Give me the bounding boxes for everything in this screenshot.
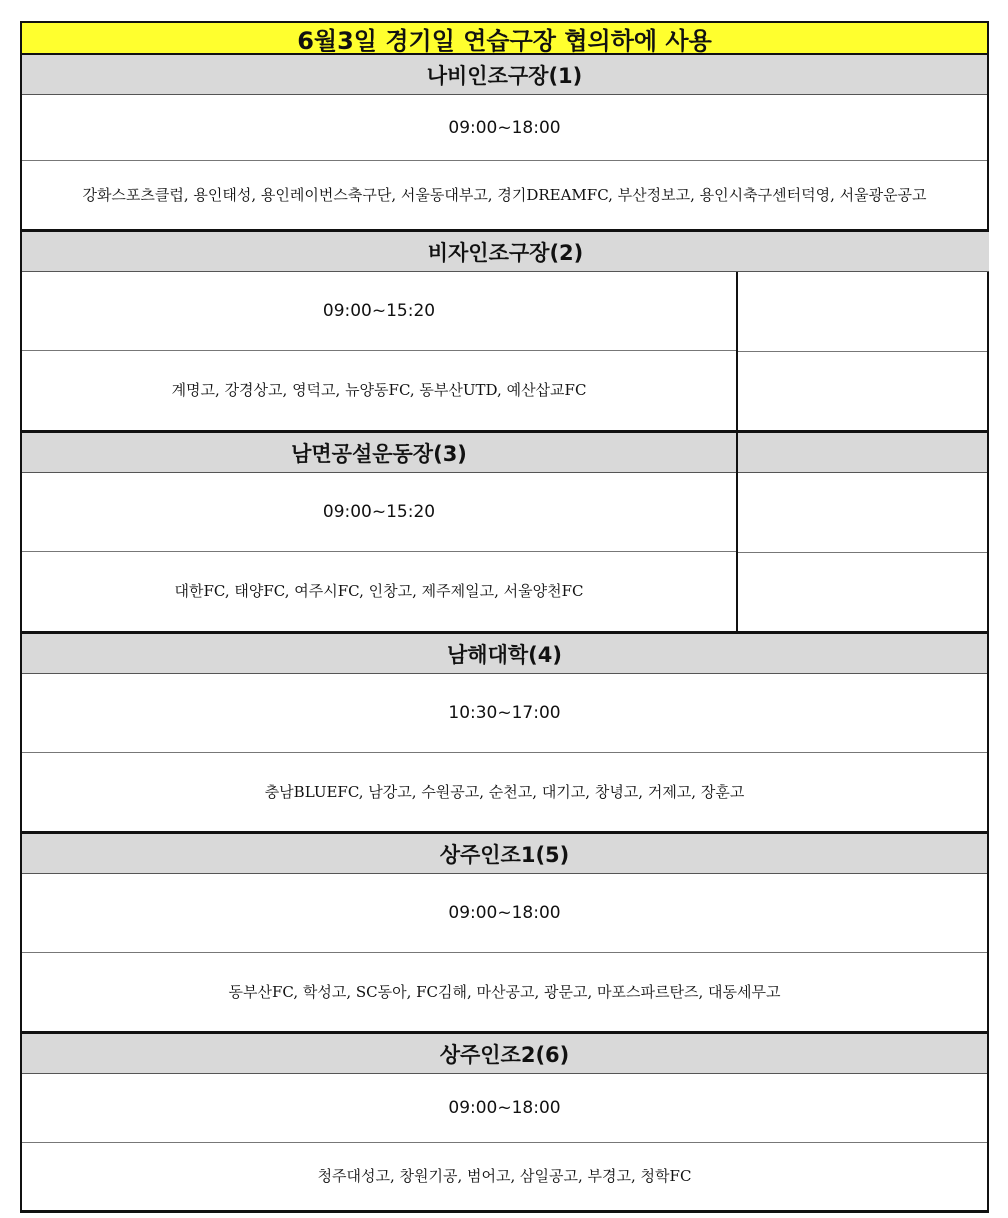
venue-section-3 — [20, 433, 989, 634]
empty-cell — [738, 352, 987, 430]
venue-time: 10:30~17:00 — [22, 674, 987, 753]
venue-section-6 — [20, 1034, 989, 1213]
venue-name: 상주인조2(6) — [22, 1034, 987, 1074]
venue-teams: 강화스포츠클럽, 용인태성, 용인레이번스축구단, 서울동대부고, 경기DREAMFC, 부산정보고, 용인시축구센터덕영, 서울광운공고 — [82, 185, 927, 204]
venue-name: 비자인조구장(2) — [22, 232, 989, 272]
venue-time: 09:00~15:20 — [22, 272, 736, 351]
empty-column — [738, 272, 987, 430]
venue-time: 09:00~18:00 — [22, 874, 987, 953]
empty-cell — [738, 473, 987, 553]
venue-section-4 — [20, 634, 989, 834]
venue-time: 09:00~18:00 — [22, 95, 987, 161]
venue-time: 09:00~18:00 — [22, 1074, 987, 1143]
venue-teams: 청주대성고, 창원기공, 범어고, 삼일공고, 부경고, 청학FC — [317, 1167, 692, 1185]
venue-teams: 동부산FC, 학성고, SC동아, FC김해, 마산공고, 광문고, 마포스파르탄즈, 대동세무고 — [228, 982, 781, 1001]
empty-cell — [738, 272, 987, 352]
venue-teams: 충남BLUEFC, 남강고, 수원공고, 순천고, 대기고, 창녕고, 거제고, 장훈고 — [264, 782, 745, 801]
page-title: 6월3일 경기일 연습구장 협의하에 사용 — [20, 21, 989, 55]
schedule-table — [20, 21, 989, 1213]
venue-name: 남면공설운동장(3) — [22, 433, 736, 473]
venue-name: 나비인조구장(1) — [22, 55, 987, 95]
venue-section-1 — [20, 55, 989, 232]
venue-name: 남해대학(4) — [22, 634, 987, 674]
venue-teams: 계명고, 강경상고, 영덕고, 뉴양동FC, 동부산UTD, 예산삽교FC — [171, 380, 587, 399]
empty-cell — [738, 553, 987, 631]
venue-teams: 대한FC, 태양FC, 여주시FC, 인창고, 제주제일고, 서울양천FC — [174, 581, 584, 600]
empty-column — [738, 433, 987, 631]
venue-section-2 — [20, 232, 989, 433]
venue-name: 상주인조1(5) — [22, 834, 987, 874]
empty-header-cell — [738, 433, 987, 473]
venue-section-5 — [20, 834, 989, 1034]
venue-time: 09:00~15:20 — [22, 473, 736, 552]
